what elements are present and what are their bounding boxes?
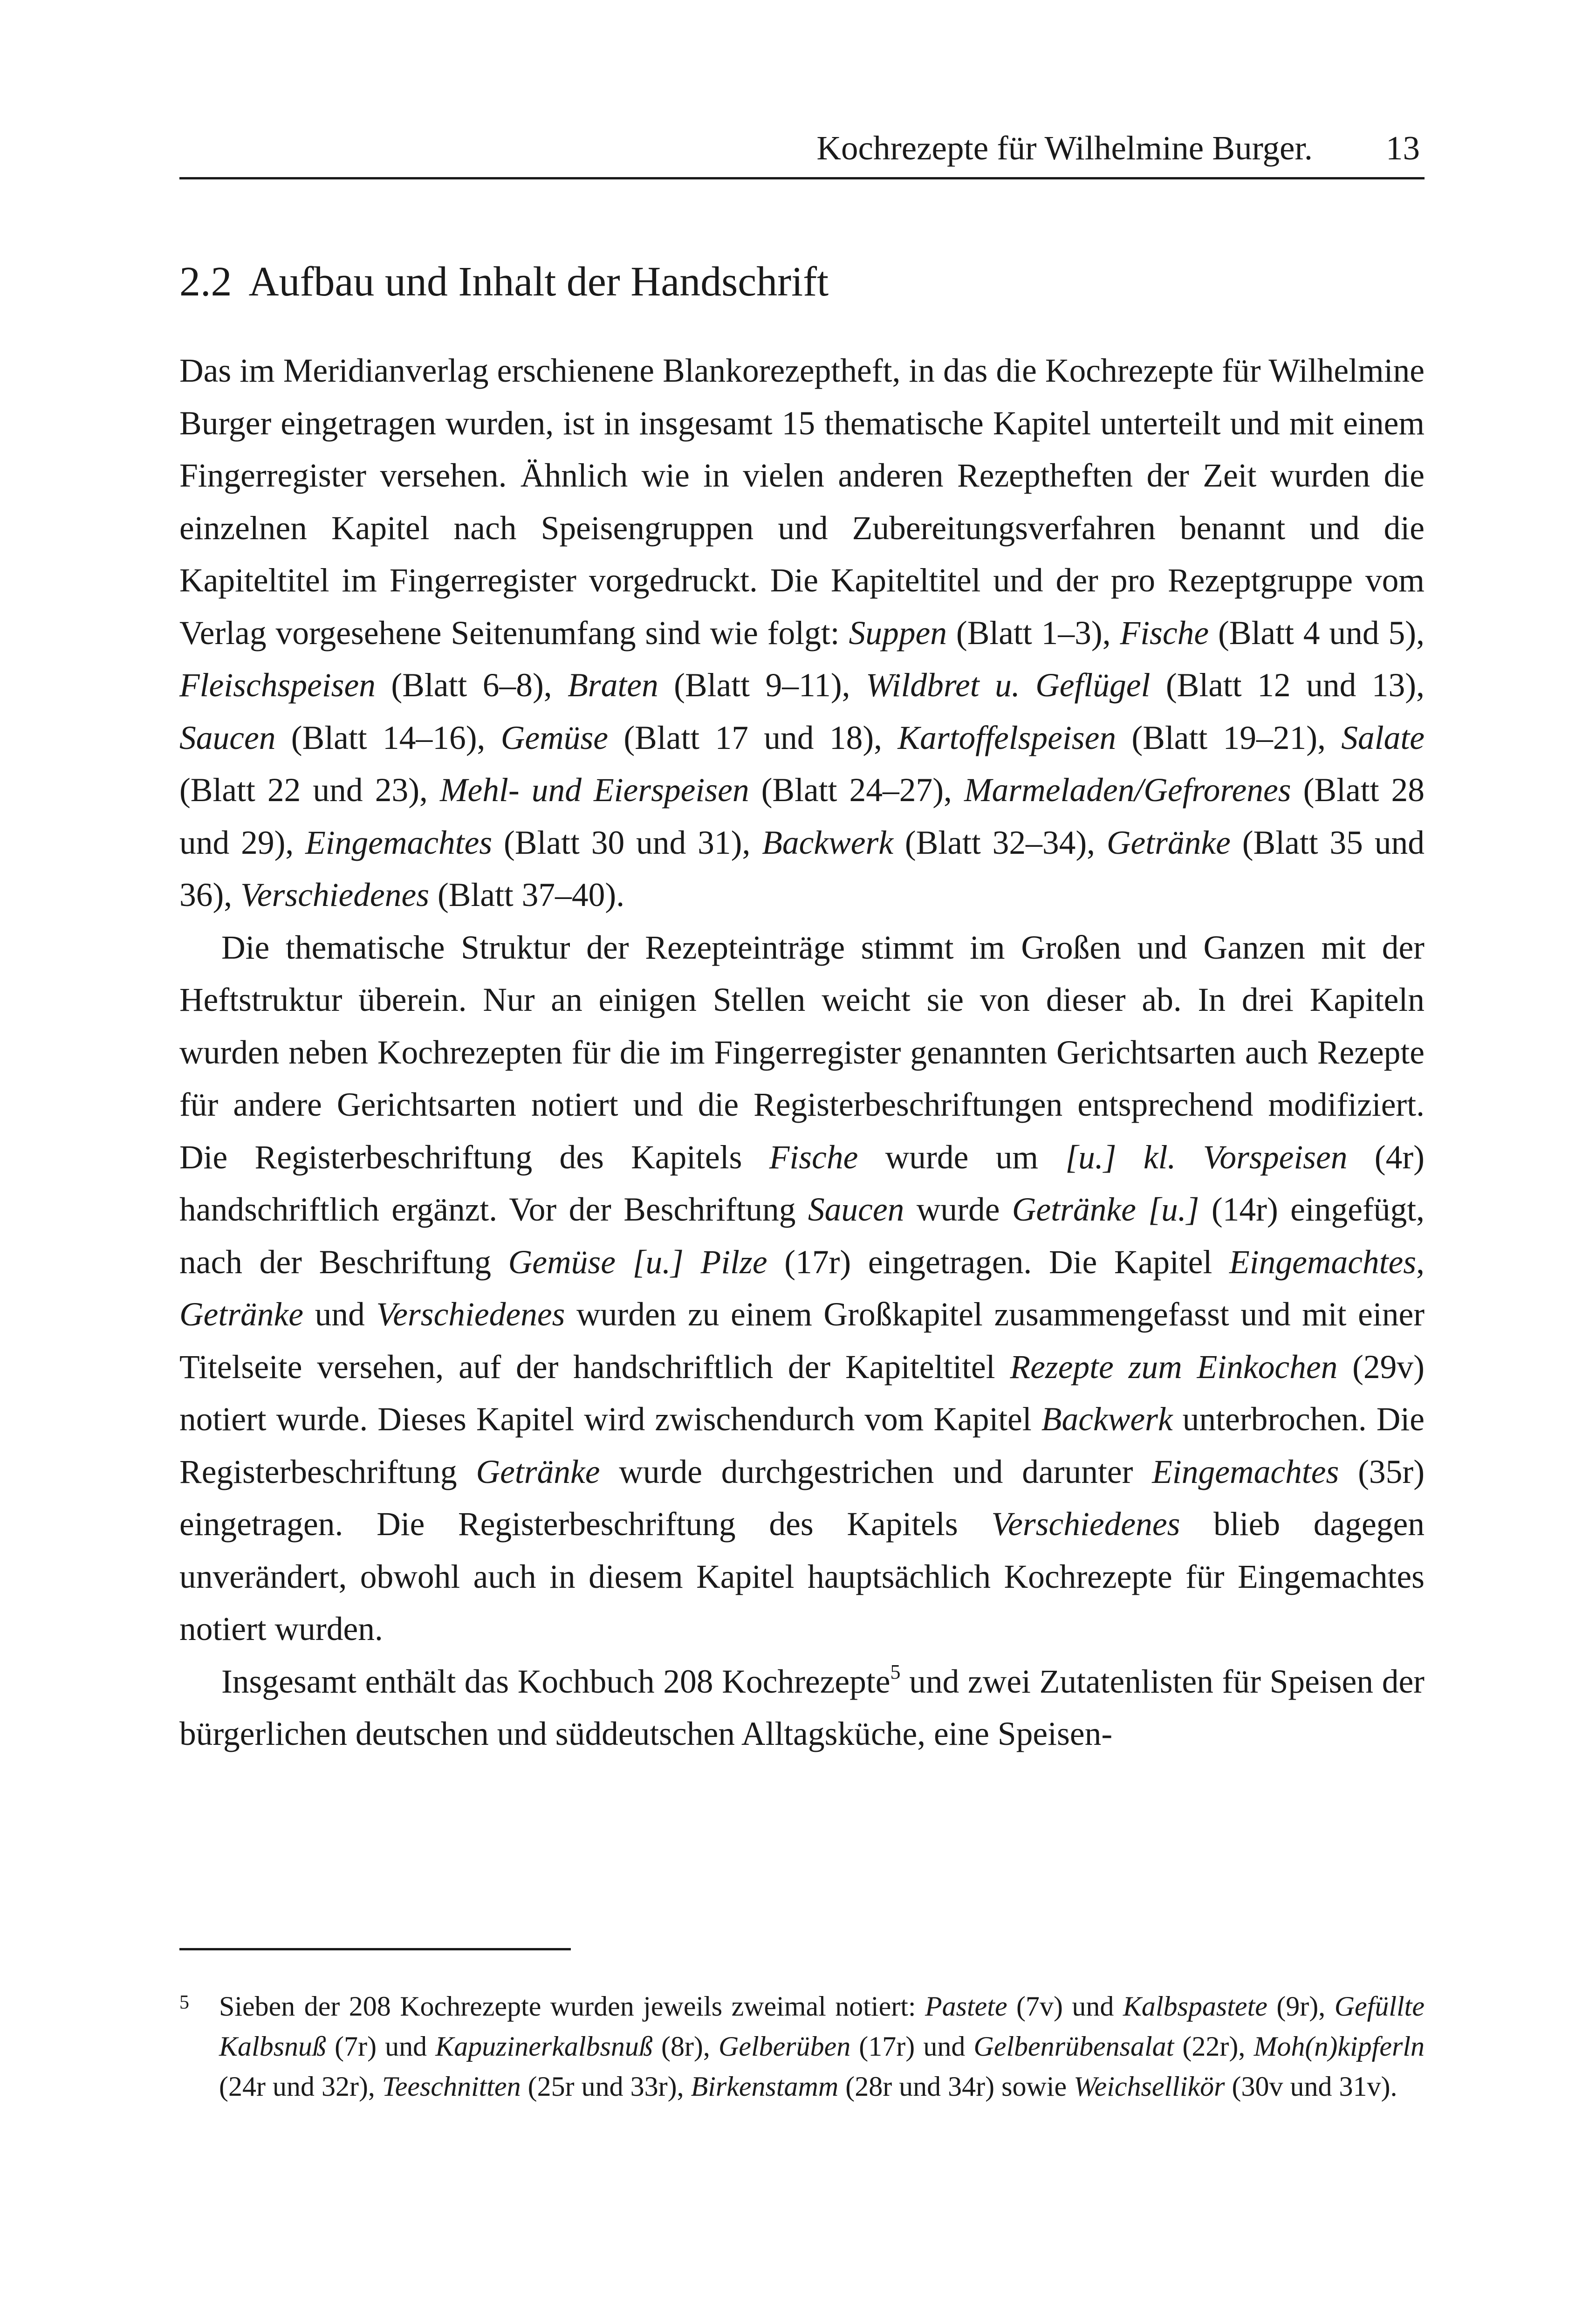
page-number: 13 <box>1386 129 1420 167</box>
text-run: (24r und 32r), <box>219 2071 382 2102</box>
paragraph-structure-deviations <box>179 922 1425 1656</box>
italic-term: Getränke <box>179 1296 304 1333</box>
footnote-mark: 5 <box>179 1992 189 2013</box>
running-title: Kochrezepte für Wilhelmine Burger. <box>816 129 1313 167</box>
italic-term: Gefüllte Kalbsnuß <box>219 1991 1425 2062</box>
text-run: blieb dagegen unverändert, obwohl auch in diesem Kapitel hauptsächlich Kochrezepte für Eingemachtes notiert wurden. <box>179 1506 1425 1647</box>
paragraph-chapter-overview <box>179 345 1425 922</box>
text-run: (30v und 31v). <box>1225 2071 1397 2102</box>
italic-term: Eingemachtes <box>1229 1243 1417 1281</box>
italic-term: Eingemachtes <box>305 824 493 861</box>
italic-term: Mehl- und Eierspeisen <box>439 772 749 809</box>
running-head <box>179 119 1425 179</box>
italic-term: Salate <box>1341 719 1425 756</box>
text-run: wurde durchgestrichen und darunter <box>600 1453 1152 1490</box>
italic-term: Moh(n)kipferln <box>1254 2031 1425 2062</box>
italic-term: Getränke <box>1106 824 1231 861</box>
text-run: (7r) und <box>326 2031 436 2062</box>
text-run: (Blatt 1–3), <box>947 614 1120 652</box>
text-run: , <box>1416 1243 1425 1281</box>
footnote-reference: 5 <box>890 1660 901 1683</box>
text-run: unterbrochen. Die Registerbeschriftung <box>179 1401 1425 1490</box>
italic-term: Birkenstamm <box>691 2071 839 2102</box>
section-number: 2.2 <box>179 259 232 305</box>
italic-term: [u.] kl. Vorspeisen <box>1065 1139 1348 1176</box>
text-run: Insgesamt enthält das Kochbuch 208 Kochrezepte <box>221 1663 890 1700</box>
text-run: (4r) handschriftlich ergänzt. Vor der Beschriftung <box>179 1139 1425 1228</box>
italic-term: Verschiedenes <box>991 1506 1180 1543</box>
text-run: (17r) eingetragen. Die Kapitel <box>767 1243 1230 1281</box>
text-run: (Blatt 30 und 31), <box>492 824 762 861</box>
section-title: Aufbau und Inhalt der Handschrift <box>248 259 829 305</box>
text-run: wurde <box>904 1191 1012 1228</box>
text-run: und zwei Zutatenlisten für Speisen der bürgerlichen deutschen und süddeutschen Alltagsküche, eine Speisen- <box>179 1663 1425 1752</box>
italic-term: Fische <box>1120 614 1209 652</box>
text-run: (Blatt 14–16), <box>275 719 501 756</box>
section-heading <box>179 252 829 312</box>
text-run: Sieben der 208 Kochrezepte wurden jeweils zweimal notiert: <box>219 1991 925 2022</box>
italic-term: Weichsellikör <box>1074 2071 1225 2102</box>
text-run: Die thematische Struktur der Rezepteinträge stimmt im Großen und Ganzen mit der Heftstruktur überein. Nur an einigen Stellen weicht sie von dieser ab. In drei Kapiteln wurden neben Kochrezepten für die im Fingerregister genannten Gerichtsarten auch Rezepte für andere Gerichtsarten notiert und die Registerbeschriftungen entsprechend modifiziert. Die Registerbeschriftung des Kapitels <box>179 929 1425 1176</box>
text-run: (Blatt 12 und 13), <box>1150 667 1425 704</box>
text-run: (17r) und <box>850 2031 974 2062</box>
italic-term: Verschiedenes <box>376 1296 565 1333</box>
text-run: wurden zu einem Großkapitel zusammengefasst und mit einer Titelseite versehen, auf der handschriftlich der Kapiteltitel <box>179 1296 1425 1386</box>
footnote-rule <box>179 1948 571 1950</box>
text-run: (Blatt 32–34), <box>893 824 1107 861</box>
italic-term: Backwerk <box>1041 1401 1173 1438</box>
text-run: (25r und 33r), <box>521 2071 691 2102</box>
italic-term: Suppen <box>849 614 947 652</box>
italic-term: Rezepte zum Einkochen <box>1010 1348 1338 1386</box>
text-run: (28r und 34r) sowie <box>838 2071 1074 2102</box>
italic-term: Kalbspastete <box>1123 1991 1267 2022</box>
italic-term: Fleischspeisen <box>179 667 376 704</box>
italic-term: Pastete <box>925 1991 1007 2022</box>
italic-term: Backwerk <box>762 824 894 861</box>
text-run: (Blatt 4 und 5), <box>1209 614 1425 652</box>
italic-term: Marmeladen/Gefrorenes <box>964 772 1291 809</box>
italic-term: Teeschnitten <box>382 2071 521 2102</box>
italic-term: Gelberüben <box>718 2031 851 2062</box>
text-run: (7v) und <box>1007 1991 1123 2022</box>
body-text <box>179 345 1425 1761</box>
italic-term: Getränke [u.] <box>1012 1191 1199 1228</box>
text-run: (Blatt 9–11), <box>658 667 866 704</box>
italic-term: Braten <box>568 667 658 704</box>
text-run: (Blatt 24–27), <box>749 772 964 809</box>
text-run: und <box>303 1296 377 1333</box>
text-run: wurde um <box>858 1139 1066 1176</box>
italic-term: Gemüse <box>500 719 609 756</box>
italic-term: Saucen <box>179 719 276 756</box>
text-run: (Blatt 19–21), <box>1116 719 1342 756</box>
text-run: (29v) notiert wurde. Dieses Kapitel wird zwischendurch vom Kapitel <box>179 1348 1425 1438</box>
text-run: (9r), <box>1267 1991 1335 2022</box>
text-run: (Blatt 17 und 18), <box>608 719 898 756</box>
text-run: (Blatt 6–8), <box>375 667 568 704</box>
italic-term: Wildbret u. Geflügel <box>865 667 1151 704</box>
italic-term: Fische <box>769 1139 858 1176</box>
text-run: (Blatt 37–40). <box>429 877 625 913</box>
text-run: Das im Meridianverlag erschienene Blankorezeptheft, in das die Kochrezepte für Wilhelmine Burger eingetragen wurden, ist in insgesamt 15 thematische Kapitel unterteilt und mit einem Fingerregister versehen. Ähnlich wie in vielen anderen Rezeptheften der Zeit wurden die einzelnen Kapitel nach Speisengruppen und Zubereitungsverfahren benannt und die Kapiteltitel im Fingerregister vorgedruckt. Die Kapiteltitel und der pro Rezeptgruppe vom Verlag vorgesehene Seitenumfang sind wie folgt: <box>179 352 1425 652</box>
footnote-text <box>219 1986 1425 2106</box>
italic-term: Getränke <box>476 1453 600 1490</box>
footnote <box>179 1986 1425 2106</box>
text-run: (14r) eingefügt, nach der Beschriftung <box>179 1191 1425 1281</box>
italic-term: Saucen <box>808 1191 904 1228</box>
text-run: (Blatt 22 und 23), <box>179 772 440 809</box>
italic-term: Gelbenrübensalat <box>973 2031 1174 2062</box>
italic-term: Eingemachtes <box>1152 1453 1339 1490</box>
paragraph-recipe-count <box>179 1656 1425 1761</box>
text-run: (22r), <box>1174 2031 1254 2062</box>
italic-term: Kapuzinerkalbsnuß <box>435 2031 653 2062</box>
text-run: (8r), <box>652 2031 719 2062</box>
italic-term: Kartoffelspeisen <box>897 719 1117 756</box>
italic-term: Verschiedenes <box>240 877 430 913</box>
text-run: (Blatt 35 und 36), <box>179 824 1425 913</box>
text-run: (Blatt 28 und 29), <box>179 772 1425 861</box>
text-run: (35r) eingetragen. Die Registerbeschriftung des Kapitels <box>179 1453 1425 1543</box>
italic-term: Gemüse [u.] Pilze <box>508 1243 767 1281</box>
